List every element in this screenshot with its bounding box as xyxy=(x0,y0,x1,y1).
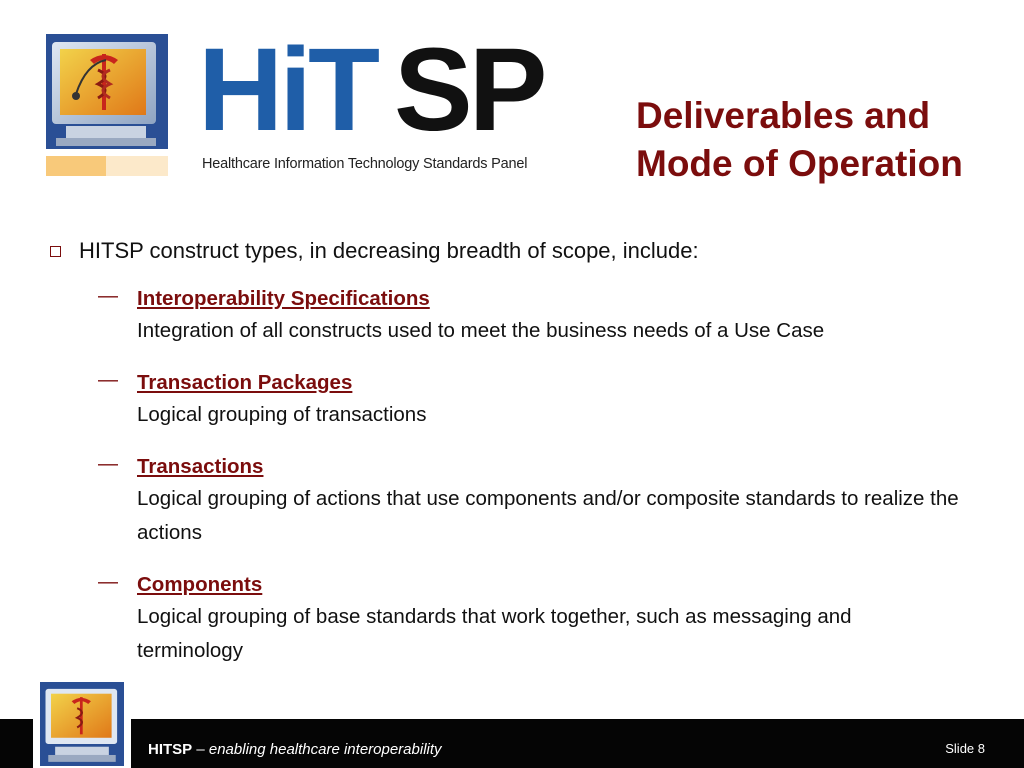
logo-tagline: Healthcare Information Technology Standards Panel xyxy=(202,156,528,172)
term-components[interactable]: Components xyxy=(137,573,263,596)
term-interoperability-specifications[interactable]: Interoperability Specifications xyxy=(137,287,430,310)
term-description: Logical grouping of transactions xyxy=(137,403,427,426)
medical-monitor-logo-icon xyxy=(46,34,168,176)
hitsp-logo xyxy=(198,24,548,180)
footer-medical-monitor-icon xyxy=(40,682,124,766)
main-bullet-text: HITSP construct types, in decreasing breadth of scope, include: xyxy=(79,238,699,263)
dash-bullet-icon: — xyxy=(98,453,118,475)
dash-bullet-icon: — xyxy=(98,285,118,307)
slide-number: Slide 8 xyxy=(945,741,985,756)
footer-tagline-text: enabling healthcare interoperability xyxy=(208,741,442,758)
footer-tagline xyxy=(148,741,442,758)
logo-word-hit: HiT xyxy=(198,24,377,156)
term-transaction-packages[interactable]: Transaction Packages xyxy=(137,371,353,394)
square-bullet-icon xyxy=(50,246,61,257)
list-item xyxy=(98,284,998,348)
term-description: Logical grouping of actions that use components and/or composite standards to realize the actions xyxy=(137,487,959,544)
list-item xyxy=(98,368,998,432)
dash-bullet-icon: — xyxy=(98,571,118,593)
list-item xyxy=(98,452,998,550)
footer-brand: HITSP xyxy=(148,741,193,758)
slide-title-line-2: Mode of Operation xyxy=(636,143,963,184)
term-description: Logical grouping of base standards that work together, such as messaging and terminology xyxy=(137,605,852,662)
dash-bullet-icon: — xyxy=(98,369,118,391)
list-item xyxy=(98,570,998,668)
footer-separator: – xyxy=(192,741,209,758)
logo-word-sp: SP xyxy=(394,24,544,156)
main-bullet xyxy=(50,238,699,264)
term-description: Integration of all constructs used to meet the business needs of a Use Case xyxy=(137,319,825,342)
slide-title-line-1: Deliverables and xyxy=(636,95,931,136)
slide-title xyxy=(636,92,1016,188)
construct-type-list xyxy=(98,284,998,688)
term-transactions[interactable]: Transactions xyxy=(137,455,264,478)
